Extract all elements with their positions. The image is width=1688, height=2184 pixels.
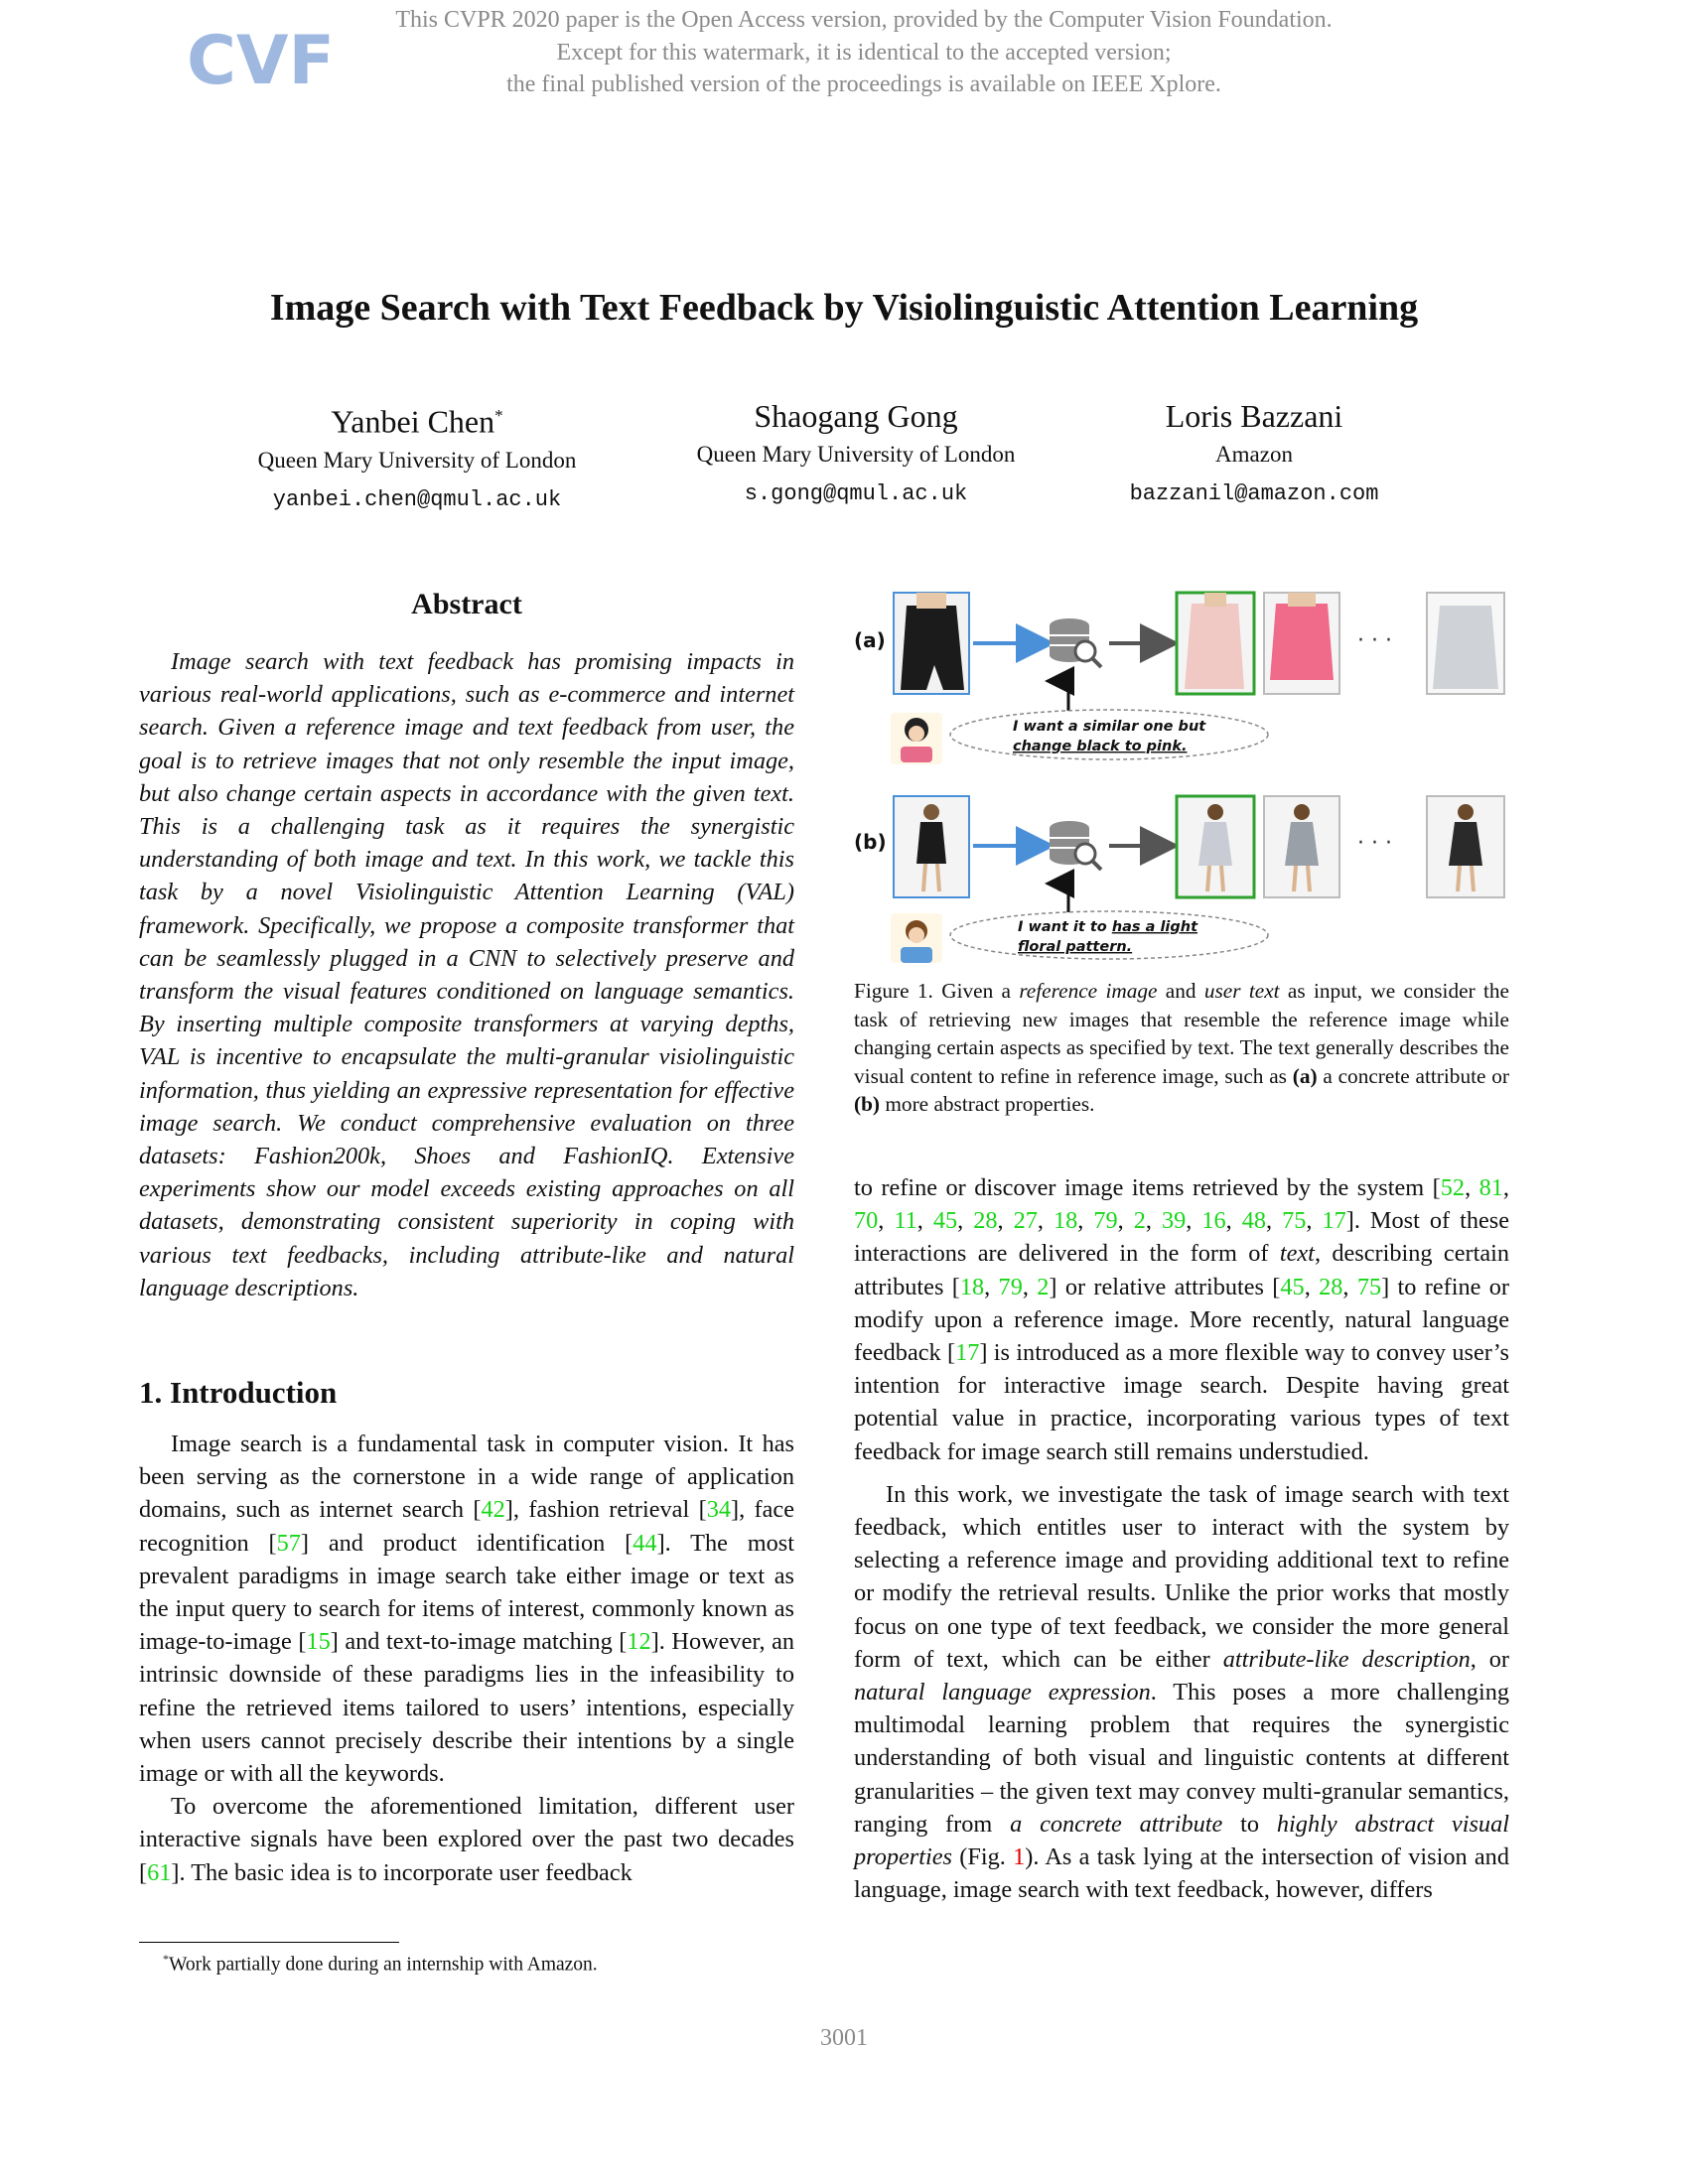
paragraph: To overcome the aforementioned limitation, different user interactive signals have been explored over the past two decades [61]. The basic idea is to incorporate user feedback — [139, 1793, 794, 1886]
database-search-icon — [1050, 821, 1101, 870]
author-affiliation: Queen Mary University of London — [696, 442, 1016, 467]
citation-link[interactable]: 2 — [1133, 1207, 1146, 1235]
citation-link[interactable]: 17 — [955, 1339, 980, 1367]
intro-body — [139, 1428, 794, 1889]
citation-link[interactable]: 12 — [627, 1628, 651, 1656]
page-number: 3001 — [820, 2025, 868, 2051]
reference-image-a — [894, 593, 969, 694]
author-block — [637, 397, 1074, 508]
citation-link[interactable]: 42 — [481, 1496, 505, 1524]
citation-link[interactable]: 81 — [1478, 1174, 1503, 1201]
citation-link[interactable]: 2 — [1037, 1273, 1050, 1300]
result-image — [1427, 593, 1504, 694]
figure-ref-link[interactable]: 1 — [1013, 1843, 1026, 1871]
ellipsis: · · · — [1357, 628, 1392, 653]
right-column-body — [854, 1171, 1509, 1906]
author-block — [199, 397, 635, 514]
abstract-text: Image search with text feedback has promising impacts in various real-world applications, such as e-commerce and internet search. Given a reference image and text feedback from user, the goal is to retrieve images that not only resemble the input image, but also change certain aspects in accordance with the given text. This is a challenging task as it requires the synergistic understanding of both image and text. In this work, we tackle this task by a novel Visiolinguistic Attention Learning (VAL) framework. Specifically, we propose a composite transformer that can be seamlessly plugged in a CNN to selectively preserve and transform the visual features conditioned on language semantics. By inserting multiple composite transformers at varying depths, VAL is incentive to encapsulate the multi-granular visiolinguistic information, thus yielding an expressive representation for effective image search. We conduct comprehensive evaluation on three datasets: Fashion200k, Shoes and FashionIQ. Extensive experiments show our model exceeds existing approaches on all datasets, demonstrating consistent superiority in coping with various text feedbacks, including attribute-like and natural language descriptions. — [139, 648, 794, 1301]
author-affiliation: Queen Mary University of London — [257, 447, 577, 473]
citation-link[interactable]: 75 — [1356, 1273, 1382, 1300]
bubble-text: change black to pink. — [1013, 739, 1188, 754]
paragraph: to refine or discover image items retrieved by the system [52, 81, 70, 11, 45, 28, 27, 18, 79, 2, 39, 16, 48, 75, 17]. Most of these interactions are delivered in the form of text, describing certain attributes [18, 79, 2] or relative attributes [45, 28, 75] to refine or modify upon a reference image. More recently, natural language feedback [17] is introduced as a more flexible way to convey user’s intention for interactive image search. Despite having great potential value in practice, incorporating various types of text feedback for image search still remains understudied. — [854, 1174, 1510, 1465]
cvf-logo-text: CVF — [187, 22, 335, 100]
result-image — [1264, 593, 1339, 694]
abstract-heading: Abstract — [411, 588, 522, 620]
citation-link[interactable]: 39 — [1161, 1207, 1187, 1235]
paragraph: Image search is a fundamental task in computer vision. It has been serving as the cornerstone in a wide range of application domains, such as internet search [42], fashion retrieval [34], face recognition [57] and product identification [44]. The most prevalent paradigms in image search take either image or text as the input query to search for items of interest, commonly known as image-to-image [15] and text-to-image matching [12]. However, an intrinsic downside of these paradigms lies in the infeasibility to refine the retrieved items tailored to users’ intentions, especially when users cannot precisely describe their intentions by a single image or with all the keywords. — [139, 1431, 795, 1788]
author-email: s.gong@qmul.ac.uk — [744, 481, 968, 506]
citation-link[interactable]: 34 — [706, 1496, 731, 1524]
bubble-text: I want a similar one but — [1013, 719, 1206, 735]
citation-link[interactable]: 18 — [959, 1273, 985, 1300]
result-image — [1177, 796, 1254, 897]
citation-link[interactable]: 45 — [932, 1207, 958, 1235]
citation-link[interactable]: 44 — [633, 1529, 657, 1557]
author-mark: * — [494, 406, 503, 425]
author-block — [1036, 397, 1473, 508]
result-image — [1177, 593, 1254, 694]
watermark-line: This CVPR 2020 paper is the Open Access version, provided by the Computer Vision Foundation. — [395, 7, 1333, 33]
citation-group: 18, 79, 2 — [959, 1273, 1050, 1300]
footnote-text: Work partially done during an internship with Amazon. — [169, 1954, 598, 1976]
paper-title: Image Search with Text Feedback by Visiolinguistic Attention Learning — [269, 287, 1419, 329]
reference-image-b — [894, 796, 969, 897]
author-name: Yanbei Chen — [331, 403, 495, 440]
author-email: bazzanil@amazon.com — [1129, 481, 1379, 506]
author-email: yanbei.chen@qmul.ac.uk — [272, 486, 562, 512]
abstract-body — [139, 645, 794, 1304]
citation-link[interactable]: 16 — [1201, 1207, 1226, 1235]
author-name: Loris Bazzani — [1165, 398, 1343, 434]
citation-link[interactable]: 18 — [1053, 1207, 1078, 1235]
ellipsis: · · · — [1357, 831, 1392, 856]
citation-group: 52, 81, 70, 11, 45, 28, 27, 18, 79, 2, 39, 16, 48, 75, 17 — [854, 1174, 1509, 1235]
watermark — [298, 4, 1430, 101]
citation-link[interactable]: 15 — [306, 1628, 331, 1656]
citation-link[interactable]: 79 — [1093, 1207, 1118, 1235]
user-avatar-female — [891, 713, 942, 764]
citation-link[interactable]: 70 — [854, 1207, 879, 1235]
paragraph: In this work, we investigate the task of image search with text feedback, which entitles user to interact with the system by selecting a reference image and providing additional text to refine or modify the retrieval results. Unlike the prior works that mostly focus on one type of text feedback, we consider the more general form of text, which can be either attribute-like description, or natural language expression. This poses a more challenging multimodal learning problem that requires the synergistic understanding of both visual and linguistic contents at different granularities – the given text may convey multi-granular semantics, ranging from a concrete attribute to highly abstract visual properties (Fig. 1). As a task lying at the intersection of vision and language, image search with text feedback, however, differs — [854, 1480, 1510, 1904]
footnote-mark: * — [163, 1952, 169, 1966]
figure-label-b: (b) — [854, 830, 887, 854]
bubble-text: floral pattern. — [1018, 939, 1133, 955]
citation-link[interactable]: 48 — [1241, 1207, 1267, 1235]
watermark-line: Except for this watermark, it is identical to the accepted version; — [556, 39, 1172, 66]
figure-caption: Figure 1. Given a reference image and user text as input, we consider the task of retrieving new images that resemble the reference image while changing certain aspects as specified by text. The text generally describes the visual content to refine in reference image, such as (a) a concrete attribute or (b) more abstract properties. — [854, 979, 1509, 1116]
citation-link[interactable]: 52 — [1440, 1174, 1466, 1201]
citation-link[interactable]: 75 — [1282, 1207, 1307, 1235]
database-search-icon — [1050, 618, 1101, 667]
figure-label-a: (a) — [854, 628, 886, 652]
section-heading: 1. Introduction — [139, 1375, 338, 1410]
citation-link[interactable]: 61 — [147, 1858, 172, 1886]
citation-group: 45, 28, 75 — [1280, 1273, 1382, 1300]
footnote — [139, 1946, 598, 1979]
cvf-logo — [185, 12, 335, 101]
result-image — [1427, 796, 1504, 897]
citation-link[interactable]: 11 — [894, 1207, 917, 1235]
figure-1 — [849, 586, 1514, 963]
citation-link[interactable]: 28 — [1319, 1273, 1343, 1300]
footnote-rule — [139, 1942, 399, 1943]
author-affiliation: Amazon — [1215, 442, 1293, 467]
author-name: Shaogang Gong — [754, 398, 958, 434]
watermark-line: the final published version of the proceedings is available on IEEE Xplore. — [506, 71, 1221, 97]
citation-link[interactable]: 27 — [1013, 1207, 1038, 1235]
citation-link[interactable]: 17 — [1322, 1207, 1346, 1235]
citation-link[interactable]: 79 — [998, 1273, 1023, 1300]
result-image — [1264, 796, 1339, 897]
citation-link[interactable]: 57 — [276, 1529, 301, 1557]
bubble-text: I want it to has a light — [1018, 919, 1198, 935]
citation-link[interactable]: 45 — [1280, 1273, 1305, 1300]
user-avatar-male — [891, 913, 942, 963]
citation-link[interactable]: 28 — [973, 1207, 998, 1235]
